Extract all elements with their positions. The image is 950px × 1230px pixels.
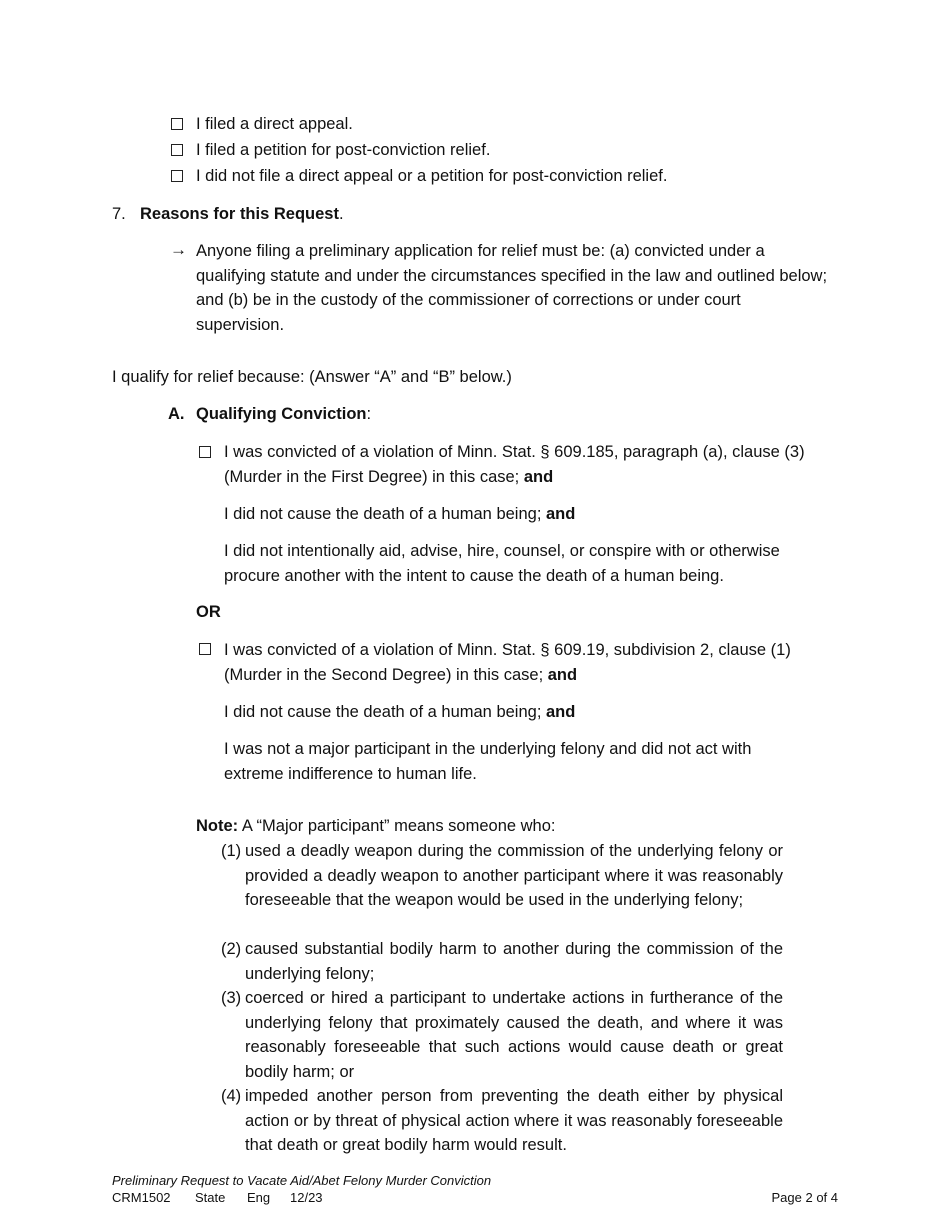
option-direct-appeal: I filed a direct appeal. <box>196 115 353 133</box>
note-item-number: (3) <box>221 989 242 1007</box>
footer-date: 12/23 <box>290 1190 323 1205</box>
checkbox-no-appeal[interactable] <box>171 170 183 182</box>
second-degree-line2 <box>224 663 577 688</box>
section-7-period: . <box>338 205 344 223</box>
note-item: coerced or hired a participant to undertake actions in furtherance of the underlying felony that proximately caused the death, and where it was reasonably foreseeable that such actions would cause death or great bodily harm; or <box>245 989 783 1081</box>
first-degree-no-death <box>224 502 575 527</box>
option-no-appeal: I did not file a direct appeal or a petition for post-conviction relief. <box>196 167 668 185</box>
note-label: Note: <box>196 817 239 835</box>
section-7-number: 7. <box>112 205 126 223</box>
checkbox-direct-appeal[interactable] <box>171 118 183 130</box>
arrow-right-icon: → <box>170 240 187 259</box>
note-item: impeded another person from preventing the death either by physical action or by threat of physical action where it was reasonably foreseeable that death or great bodily harm would result. <box>245 1087 783 1154</box>
note-item-number: (4) <box>221 1087 242 1105</box>
section-7-heading <box>140 202 344 227</box>
second-degree-line2-text: (Murder in the Second Degree) in this case; <box>224 666 548 684</box>
first-degree-no-death-text: I did not cause the death of a human being; <box>224 505 546 523</box>
footer-page-number: Page 2 of 4 <box>771 1190 838 1205</box>
second-degree-no-death-text: I did not cause the death of a human being; <box>224 703 546 721</box>
second-degree-not-major: I was not a major participant in the underlying felony and did not act with extreme indifference to human life. <box>224 740 752 783</box>
second-degree-line1: I was convicted of a violation of Minn. Stat. § 609.19, subdivision 2, clause (1) <box>224 641 791 659</box>
checkbox-second-degree[interactable] <box>199 643 211 655</box>
or-separator: OR <box>196 603 221 621</box>
and-text: and <box>545 505 576 523</box>
and-text: and <box>523 468 554 486</box>
footer-form-title: Preliminary Request to Vacate Aid/Abet Felony Murder Conviction <box>112 1173 492 1188</box>
note-item: used a deadly weapon during the commission of the underlying felony or provided a deadly weapon to another participant where it was reasonably foreseeable that the weapon would be used in the underlying felony; <box>245 842 783 909</box>
section-7-instruction: Anyone filing a preliminary application for relief must be: (a) convicted under a qualifying statute and under the circumstances specified in the law and outlined below; and (b) be in the custody of the commissioner of corrections or under court supervision. <box>196 242 828 334</box>
section-a-letter: A. <box>168 405 185 423</box>
footer-form-code: CRM1502 <box>112 1190 171 1205</box>
note-item-number: (2) <box>221 940 242 958</box>
checkbox-post-conviction[interactable] <box>171 144 183 156</box>
section-7-title: Reasons for this Request <box>140 205 339 223</box>
note-heading <box>196 814 556 839</box>
footer-jurisdiction: State <box>195 1190 226 1205</box>
footer-language: Eng <box>247 1190 271 1205</box>
first-degree-line2-text: (Murder in the First Degree) in this case; <box>224 468 524 486</box>
section-a-heading <box>196 402 371 427</box>
first-degree-line1: I was convicted of a violation of Minn. Stat. § 609.185, paragraph (a), clause (3) <box>224 443 805 461</box>
note-text: A “Major participant” means someone who: <box>238 817 556 835</box>
note-item: caused substantial bodily harm to another during the commission of the underlying felony; <box>245 940 783 983</box>
first-degree-no-intent: I did not intentionally aid, advise, hire, counsel, or conspire with or otherwise procure another with the intent to cause the death of a human being. <box>224 542 780 585</box>
section-a-title: Qualifying Conviction <box>196 405 367 423</box>
section-a-colon: : <box>366 405 372 423</box>
option-post-conviction: I filed a petition for post-conviction relief. <box>196 141 491 159</box>
and-text: and <box>547 666 578 684</box>
second-degree-no-death <box>224 700 575 725</box>
first-degree-line2 <box>224 465 553 490</box>
note-item-number: (1) <box>221 842 242 860</box>
and-text: and <box>545 703 576 721</box>
checkbox-first-degree[interactable] <box>199 446 211 458</box>
qualify-intro: I qualify for relief because: (Answer “A” and “B” below.) <box>112 368 512 386</box>
